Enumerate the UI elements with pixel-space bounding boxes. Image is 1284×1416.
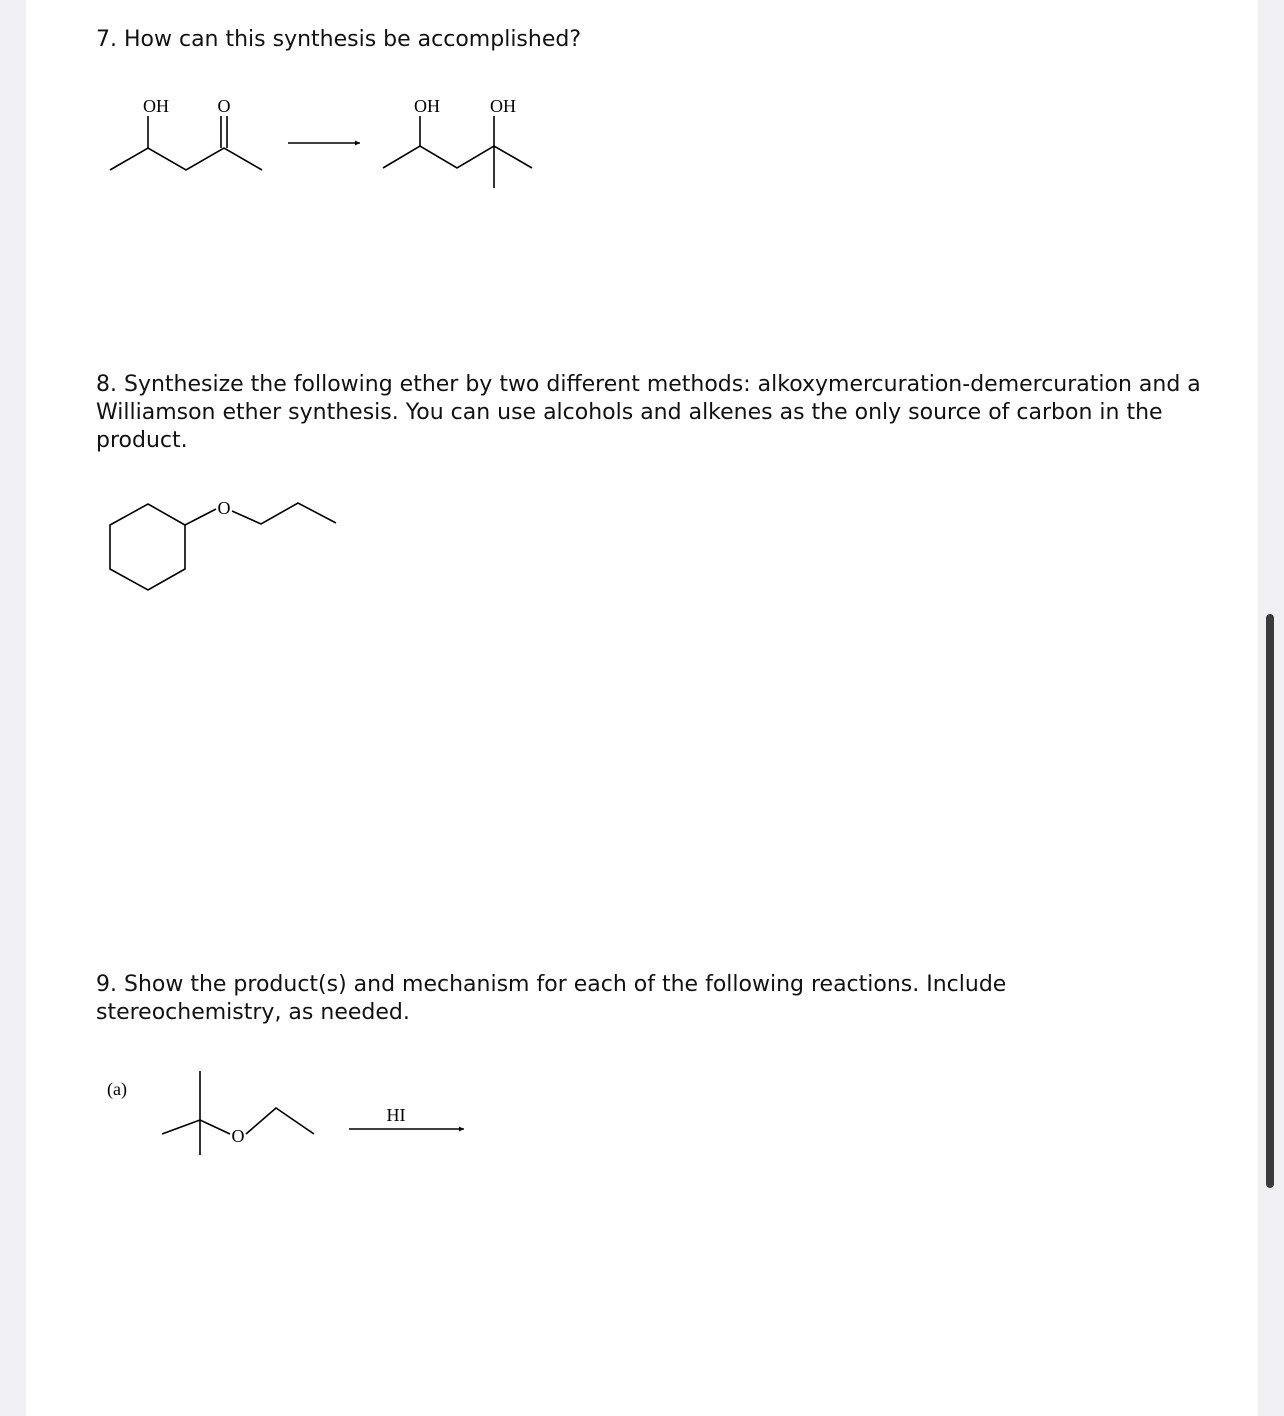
q8-ring-oxygen-bond — [185, 509, 216, 525]
q8-cyclohexane-ring — [110, 504, 185, 590]
question-9-text: 9. Show the product(s) and mechanism for each of the following reactions. Include stereochemistry, as needed. — [96, 972, 1007, 1025]
q9a-ethyl-chain — [246, 1108, 314, 1134]
q9a-quaternary-left-bond — [162, 1120, 200, 1134]
q8-ether-structure — [110, 498, 336, 590]
q9a-reaction — [107, 1071, 464, 1155]
q7-product-oh-right-label: OH — [490, 96, 516, 116]
vertical-scrollbar[interactable] — [1266, 614, 1274, 1188]
q9a-c-o-bond — [200, 1120, 230, 1134]
question-7-text: 7. How can this synthesis be accomplished? — [96, 27, 582, 52]
q7-product-oh-left-label: OH — [414, 96, 440, 116]
q9a-reagent-label: HI — [386, 1105, 406, 1125]
q8-propyl-chain — [232, 503, 336, 524]
q7-reactant-oh-label: OH — [143, 96, 169, 116]
q7-reactant-chain — [110, 148, 262, 170]
q8-ether-o-label: O — [217, 498, 231, 518]
q9a-part-label: (a) — [107, 1079, 127, 1099]
q7-product-chain — [383, 146, 532, 168]
q9a-ether-o-label: O — [231, 1126, 245, 1146]
q7-reactant-structure — [110, 96, 262, 170]
q7-reactant-o-label: O — [217, 96, 231, 116]
question-8-text: 8. Synthesize the following ether by two different methods: alkoxymercuration-demercuration and a Williamson ether synthesis. You can use alcohols and alkenes as the only source of carbon in the product. — [96, 372, 1201, 453]
q7-product-structure — [383, 96, 532, 188]
